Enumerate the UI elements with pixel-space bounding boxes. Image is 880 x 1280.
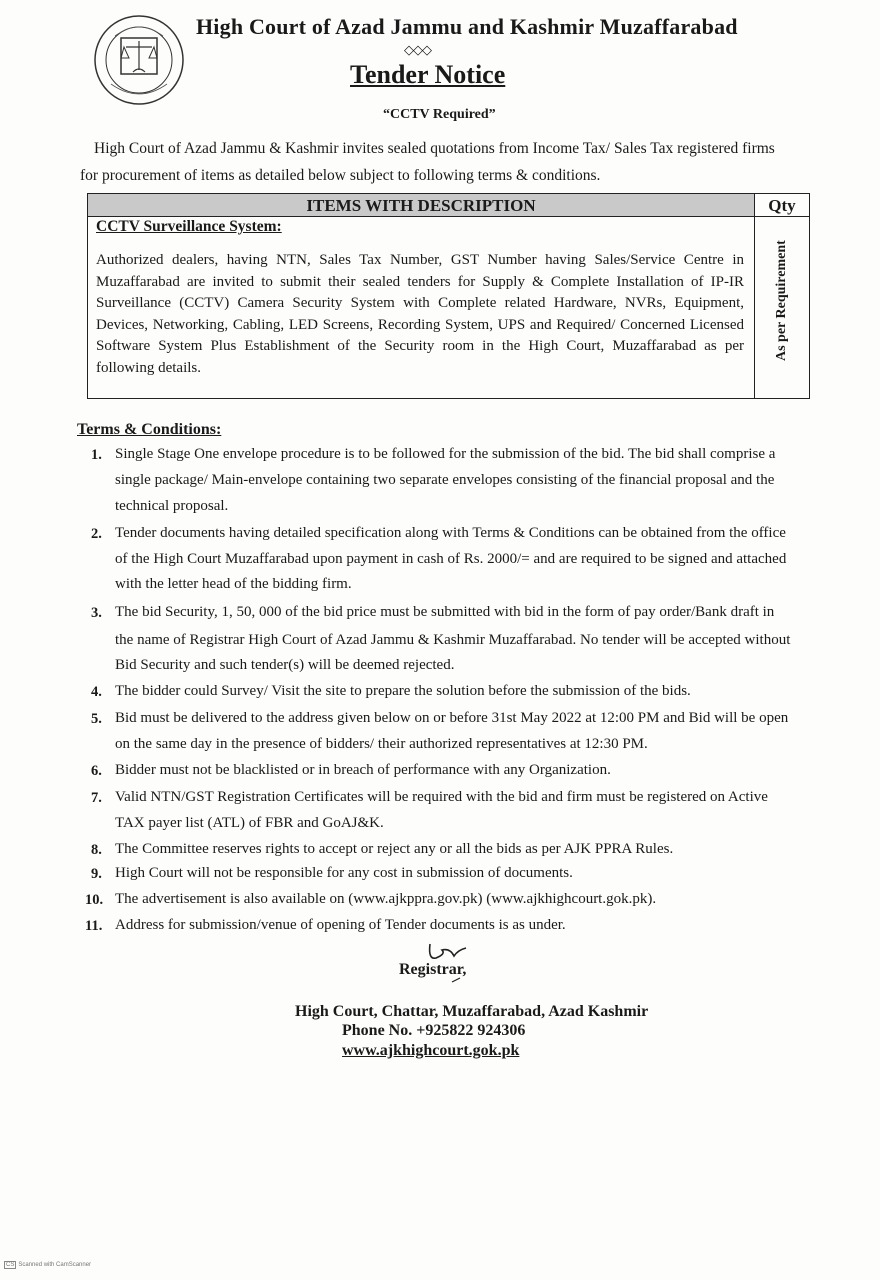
court-title: High Court of Azad Jammu and Kashmir Muzaffarabad xyxy=(196,14,738,39)
term-line: Tender documents having detailed specification along with Terms & Conditions can be obtained from the office xyxy=(115,525,786,541)
term-line: The bidder could Survey/ Visit the site to prepare the solution before the submission of the bids. xyxy=(115,683,691,699)
term-number: 11. xyxy=(85,918,103,934)
items-table xyxy=(87,193,810,399)
website-link[interactable]: www.ajkhighcourt.gok.pk xyxy=(342,1042,520,1059)
title-ornament: ◇◇◇ xyxy=(404,42,431,57)
term-line: The advertisement is also available on (www.ajkppra.gov.pk) (www.ajkhighcourt.gok.pk). xyxy=(115,891,657,907)
term-line: Valid NTN/GST Registration Certificates will be required with the bid and firm must be registered on Active xyxy=(115,789,768,805)
term-number: 8. xyxy=(91,842,102,858)
term-line: Address for submission/venue of opening of Tender documents is as under. xyxy=(115,917,566,933)
term-number: 7. xyxy=(91,790,102,806)
term-number: 1. xyxy=(91,447,102,463)
item-heading: CCTV Surveillance System: xyxy=(96,218,282,235)
items-header-qty: Qty xyxy=(755,194,809,217)
item-description: Authorized dealers, having NTN, Sales Tax Number, GST Number having Sales/Service Centre in Muzaffarabad are invited to submit their sealed tenders for Supply & Complete Installation of IP-IR Surveillance (CCTV) Camera Security System with Complete related Hardware, NVRs, Equipment, Devices, Networking, Cabling, LED Screens, Recording System, UPS and Required/ Concerned Licensed Software System Plus Establishment of the Security room in the High Court, Muzaffarabad as per following details. xyxy=(96,252,744,376)
term-line: The Committee reserves rights to accept or reject any or all the bids as per AJK PPRA Rules. xyxy=(115,841,674,857)
term-number: 2. xyxy=(91,526,102,542)
items-header-description: ITEMS WITH DESCRIPTION xyxy=(88,194,755,217)
term-line: Single Stage One envelope procedure is to be followed for the submission of the bid. The bid shall comprise a xyxy=(115,446,776,462)
term-number: 10. xyxy=(85,892,104,908)
term-number: 3. xyxy=(91,605,102,621)
term-line: on the same day in the presence of bidders/ their authorized representatives at 12:30 PM. xyxy=(115,736,648,752)
scanner-text: Scanned with CamScanner xyxy=(18,1262,92,1268)
term-number: 6. xyxy=(91,763,102,779)
registrar-title: Registrar, xyxy=(399,961,467,978)
intro-line-2: for procurement of items as detailed below subject to following terms & conditions. xyxy=(80,167,601,184)
address-line-1: High Court, Chattar, Muzaffarabad, Azad Kashmir xyxy=(295,1003,649,1020)
term-line: of the High Court Muzaffarabad upon payment in cash of Rs. 2000/= and are required to be signed and attached xyxy=(115,551,787,567)
term-line: The bid Security, 1, 50, 000 of the bid price must be submitted with bid in the form of pay order/Bank draft in xyxy=(115,604,775,620)
qty-value: As per Requirement xyxy=(774,240,789,361)
term-line: Bid must be delivered to the address given below on or before 31st May 2022 at 12:00 PM and Bid will be open xyxy=(115,710,789,726)
term-number: 9. xyxy=(91,866,102,882)
notice-title: Tender Notice xyxy=(350,60,506,89)
terms-heading: Terms & Conditions: xyxy=(77,421,222,438)
term-line: technical proposal. xyxy=(115,498,229,514)
term-line: the name of Registrar High Court of Azad Jammu & Kashmir Muzaffarabad. No tender will be accepted without xyxy=(115,632,791,648)
notice-subject: “CCTV Required” xyxy=(383,107,496,122)
scanner-watermark xyxy=(4,1261,91,1269)
term-line: Bid Security and such tender(s) will be deemed rejected. xyxy=(115,657,455,673)
term-number: 5. xyxy=(91,711,102,727)
qty-cell xyxy=(755,217,809,398)
term-line: Bidder must not be blacklisted or in breach of performance with any Organization. xyxy=(115,762,611,778)
term-line: single package/ Main-envelope containing two separate envelopes consisting of the financial proposal and the xyxy=(115,472,775,488)
camscanner-icon: CS xyxy=(6,1262,15,1268)
items-description-cell xyxy=(88,217,755,398)
intro-line-1: High Court of Azad Jammu & Kashmir invites sealed quotations from Income Tax/ Sales Tax registered firms xyxy=(94,140,775,157)
court-seal-logo xyxy=(93,14,185,106)
term-number: 4. xyxy=(91,684,102,700)
term-line: High Court will not be responsible for any cost in submission of documents. xyxy=(115,865,573,881)
term-line: with the letter head of the bidding firm. xyxy=(115,576,352,592)
term-line: TAX payer list (ATL) of FBR and GoAJ&K. xyxy=(115,815,384,831)
phone-number: Phone No. +925822 924306 xyxy=(342,1022,526,1039)
